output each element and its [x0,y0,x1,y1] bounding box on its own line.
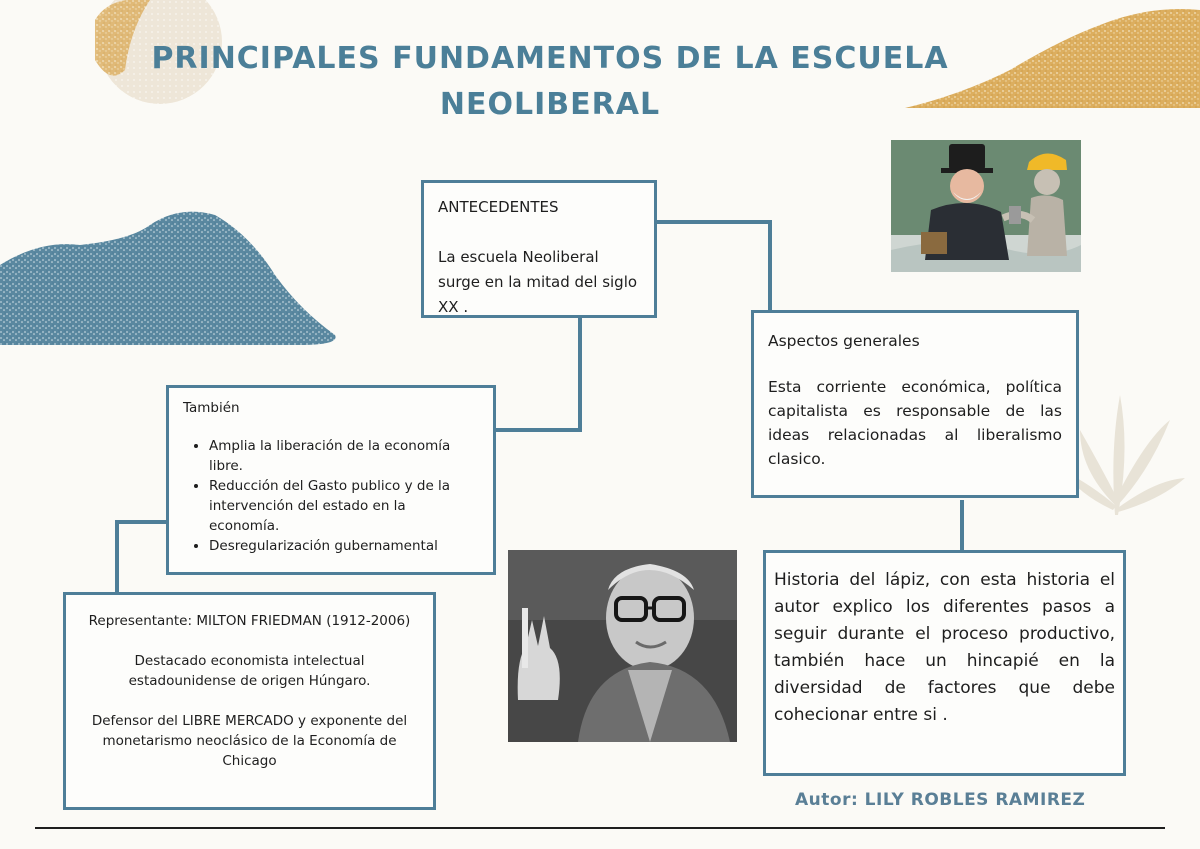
aspectos-heading: Aspectos generales [768,332,920,350]
list-item: • Reducción del Gasto publico y de la intervención del estado en la economía. [209,476,479,536]
aspectos-text: Esta corriente económica, política capitalista es responsable de las ideas relacionadas al liberalismo clasico. [768,378,1062,468]
portrait-icon [508,550,737,742]
representante-ideas: Defensor del LIBRE MERCADO y exponente del monetarismo neoclásico de la Economía de Chicago [91,713,408,769]
aspectos-generales-box [751,310,1079,498]
antecedentes-text: La escuela Neoliberal surge en la mitad del siglo XX . [438,248,638,316]
list-item: • Desregularización gubernamental [209,536,479,556]
bottom-divider [35,827,1165,829]
title-line-2: NEOLIBERAL [439,87,661,122]
historia-box [763,550,1126,776]
representante-name: Representante: MILTON FRIEDMAN (1912-2006) [88,613,411,629]
list-item: • Amplia la liberación de la economía libre. [209,436,479,476]
representante-origin: Destacado economista intelectual estadounidense de origen Húngaro. [128,653,371,689]
historia-text: Historia del lápiz, con esta historia el autor explico los diferentes pasos a seguir durante el proceso productivo, también hace un hincapié en la diversidad de factores que debe cohecionar entre si . [774,570,1115,725]
connector-antecedentes-tambien [495,316,580,430]
milton-friedman-photo [508,550,737,742]
blue-wave-shape [0,212,336,345]
cartoon-illustration [891,140,1081,272]
connector-tambien-representante [117,522,168,592]
tambien-heading: También [183,400,240,416]
cartoon-drawing-icon [891,140,1081,272]
page-title [150,36,950,128]
representante-box [63,592,436,810]
tambien-box [166,385,496,575]
connector-antecedentes-aspectos [656,222,770,312]
antecedentes-heading: ANTECEDENTES [438,198,559,216]
palm-leaf-shape [1062,395,1185,515]
antecedentes-box [421,180,657,318]
title-line-1: PRINCIPALES FUNDAMENTOS DE LA ESCUELA [151,41,949,76]
tambien-list [183,436,479,556]
author-credit: Autor: LILY ROBLES RAMIREZ [795,790,1086,810]
